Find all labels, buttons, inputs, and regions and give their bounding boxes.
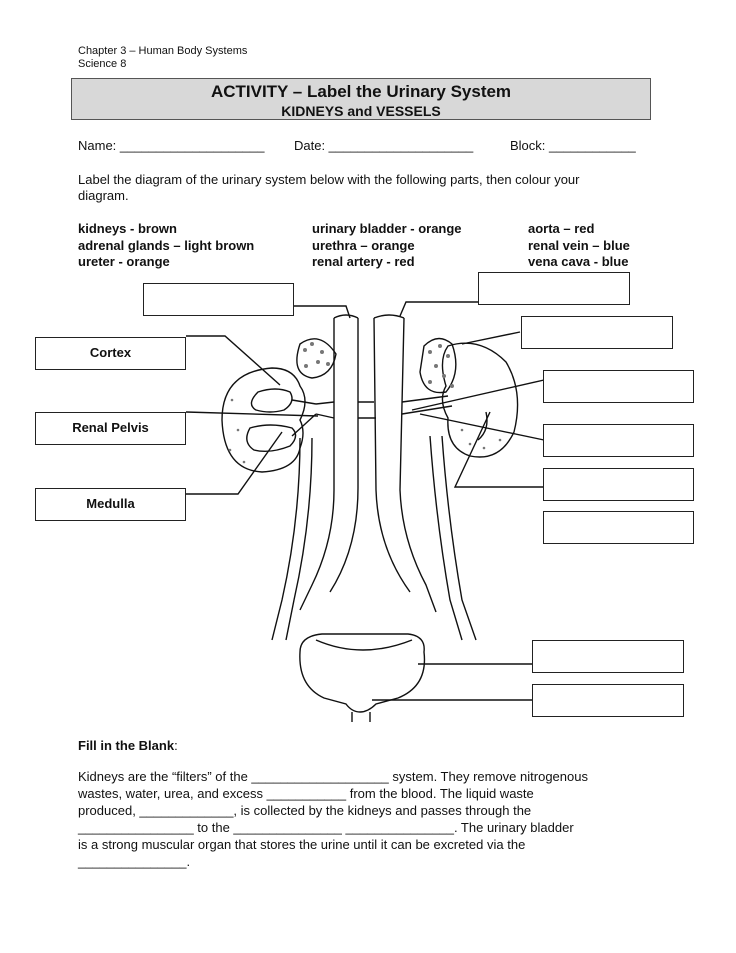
label-cortex: Cortex — [89, 345, 132, 360]
fill-in-line-3: produced, _____________, is collected by the kidneys and passes through the — [78, 803, 532, 818]
part-urethra: urethra – orange — [312, 237, 415, 253]
part-kidneys: kidneys - brown — [78, 221, 177, 236]
block-field[interactable]: Block: ____________ — [510, 138, 636, 153]
part-urinary-bladder: urinary bladder - orange — [312, 221, 462, 236]
page-title: ACTIVITY – Label the Urinary System — [210, 82, 512, 101]
leader-line-right-1 — [412, 380, 544, 410]
label-renal-pelvis: Renal Pelvis — [72, 420, 149, 435]
page-subtitle: KIDNEYS and VESSELS — [281, 103, 441, 119]
left-ureter — [272, 438, 300, 640]
fill-in-colon: : — [174, 738, 178, 753]
label-box-top-right[interactable] — [478, 272, 630, 305]
label-box-urethra[interactable] — [532, 684, 684, 717]
label-box-right-2[interactable] — [543, 424, 694, 457]
part-aorta: aorta – red — [528, 221, 595, 236]
label-box-cortex — [35, 337, 186, 370]
name-field[interactable]: Name: ____________________ — [78, 138, 265, 153]
label-box-right-3[interactable] — [543, 468, 694, 501]
fill-in-line-4: ________________ to the _______________ _______________. The urinary bladder — [78, 820, 574, 835]
leader-line-top-right — [400, 302, 478, 316]
fill-in-line-1: Kidneys are the “filters” of the ___________________ system. They remove nitrogenous — [78, 769, 588, 784]
instructions-line-1: Label the diagram of the urinary system below with the following parts, then colour your — [78, 172, 580, 187]
label-box-adrenal[interactable] — [521, 316, 673, 349]
part-ureter: ureter - orange — [78, 254, 170, 269]
label-box-bladder[interactable] — [532, 640, 684, 673]
fill-in-title: Fill in the Blank — [78, 738, 175, 753]
label-box-top-left[interactable] — [143, 283, 294, 316]
label-medulla: Medulla — [86, 496, 135, 511]
label-box-renal-pelvis — [35, 412, 186, 445]
fill-in-heading — [78, 738, 178, 753]
leader-line-medulla — [186, 432, 282, 494]
label-box-medulla — [35, 488, 186, 521]
leader-line-right-3 — [455, 412, 544, 487]
fill-in-paragraph — [78, 768, 588, 870]
aorta-right-wall — [400, 318, 436, 612]
aorta-left-wall — [374, 318, 410, 592]
leader-line-cortex — [186, 336, 280, 385]
course-heading: Science 8 — [78, 58, 127, 70]
label-box-right-4[interactable] — [543, 511, 694, 544]
part-renal-artery: renal artery - red — [312, 254, 415, 269]
chapter-heading: Chapter 3 – Human Body Systems — [78, 45, 248, 57]
label-box-right-1[interactable] — [543, 370, 694, 403]
left-kidney — [222, 368, 305, 472]
fill-in-line-2: wastes, water, urea, and excess ___________ from the blood. The liquid waste — [78, 786, 534, 801]
fill-in-line-5: is a strong muscular organ that stores the urine until it can be excreted via the — [78, 837, 526, 852]
fill-in-line-6: _______________. — [78, 854, 191, 869]
part-adrenal-glands: adrenal glands – light brown — [78, 237, 255, 253]
part-renal-vein: renal vein – blue — [528, 237, 630, 253]
date-field[interactable]: Date: ____________________ — [294, 138, 474, 153]
leader-line-adrenal — [462, 332, 520, 344]
instructions-line-2: diagram. — [78, 188, 129, 203]
leader-line-top-left — [294, 306, 350, 318]
left-adrenal-gland — [297, 339, 336, 378]
part-vena-cava: vena cava - blue — [528, 254, 629, 269]
leader-line-renal-pelvis — [186, 412, 318, 416]
